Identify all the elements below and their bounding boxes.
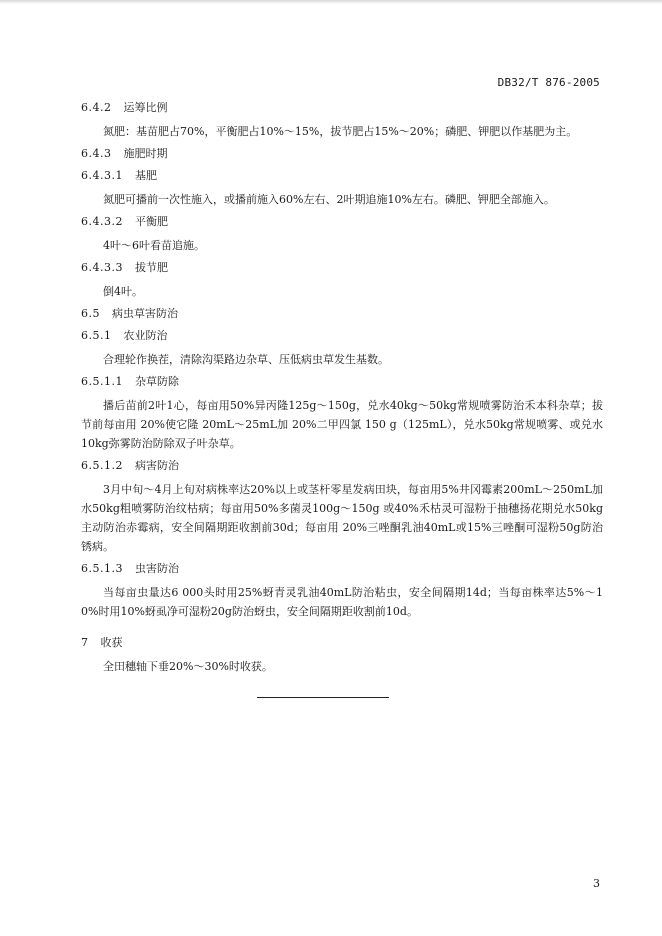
section-title: 平衡肥 bbox=[134, 215, 168, 228]
section-title: 施肥时期 bbox=[123, 147, 168, 160]
section-title: 病害防治 bbox=[134, 459, 179, 472]
section-heading bbox=[81, 374, 603, 390]
section-title: 拔节肥 bbox=[134, 261, 168, 274]
section-heading bbox=[81, 214, 603, 230]
section-title: 运筹比例 bbox=[123, 101, 168, 114]
section-heading bbox=[81, 328, 603, 344]
paragraph: 播后苗前2叶1心，每亩用50%异丙隆125g～150g，兑水40kg～50kg常规喷雾防治禾本科杂草；拔节前每亩用 20%使它隆 20mL～25mL加 20%二甲四氯 150 g（125mL），兑水50kg常规喷雾、或兑水10kg弥雾防治防除双子叶杂草。 bbox=[81, 399, 603, 450]
paragraph: 当每亩虫量达6 000头时用25%蚜青灵乳油40mL防治粘虫，安全间隔期14d；当每亩株率达5%～10%时用10%蚜虱净可湿粉20g防治蚜虫，安全间隔期距收割前10d。 bbox=[81, 586, 603, 618]
scan-edge-shadow bbox=[0, 0, 662, 4]
section-title: 基肥 bbox=[134, 169, 157, 182]
paragraph: 倒4叶。 bbox=[103, 285, 143, 298]
paragraph: 全田穗轴下垂20%～30%时收获。 bbox=[103, 660, 273, 673]
section-number: 6.5 bbox=[81, 307, 100, 320]
page-number: 3 bbox=[593, 877, 600, 890]
paragraph: 4叶～6叶看苗追施。 bbox=[103, 239, 205, 252]
section-heading bbox=[81, 146, 603, 162]
section-heading bbox=[81, 100, 603, 116]
document-body bbox=[81, 100, 603, 681]
section-heading bbox=[81, 168, 603, 184]
section-heading bbox=[81, 306, 603, 322]
section-title: 病虫草害防治 bbox=[112, 307, 178, 320]
section-number: 6.5.1.1 bbox=[81, 375, 123, 388]
paragraph: 合理轮作换茬，清除沟渠路边杂草、压低病虫草发生基数。 bbox=[103, 353, 389, 366]
section-title: 收获 bbox=[100, 636, 123, 649]
section-number: 6.4.3 bbox=[81, 147, 112, 160]
section-number: 6.4.3.3 bbox=[81, 261, 123, 274]
paragraph: 3月中旬～4月上旬对病株率达20%以上或茎杆零星发病田块，每亩用5%井冈霉素200mL～250mL加水50kg粗喷雾防治纹枯病；每亩用50%多菌灵100g～150g 或40%禾枯灵可湿粉于抽穗扬花期兑水50kg主动防治赤霉病，安全间隔期距收割前30d；每亩用 20%三唑酮乳油40mL或15%三唑酮可湿粉50g防治锈病。 bbox=[81, 483, 603, 553]
section-number: 6.4.2 bbox=[81, 101, 112, 114]
end-of-document-rule bbox=[257, 697, 389, 698]
section-number: 6.4.3.1 bbox=[81, 169, 123, 182]
paragraph: 氮肥：基苗肥占70%，平衡肥占10%～15%，拔节肥占15%～20%；磷肥、钾肥以作基肥为主。 bbox=[103, 125, 578, 138]
section-title: 虫害防治 bbox=[134, 562, 179, 575]
section-number: 6.5.1 bbox=[81, 329, 112, 342]
paragraph: 氮肥可播前一次性施入，或播前施入60%左右、2叶期追施10%左右。磷肥、钾肥全部施入。 bbox=[103, 193, 555, 206]
section-title: 农业防治 bbox=[123, 329, 168, 342]
section-heading bbox=[81, 260, 603, 276]
section-number: 6.5.1.3 bbox=[81, 562, 123, 575]
section-title: 杂草防除 bbox=[134, 375, 179, 388]
section-heading bbox=[81, 561, 603, 577]
section-heading bbox=[81, 458, 603, 474]
document-code: DB32/T 876-2005 bbox=[497, 76, 600, 89]
section-number: 6.4.3.2 bbox=[81, 215, 123, 228]
section-number: 6.5.1.2 bbox=[81, 459, 123, 472]
section-heading bbox=[81, 635, 603, 651]
section-number: 7 bbox=[81, 636, 89, 649]
